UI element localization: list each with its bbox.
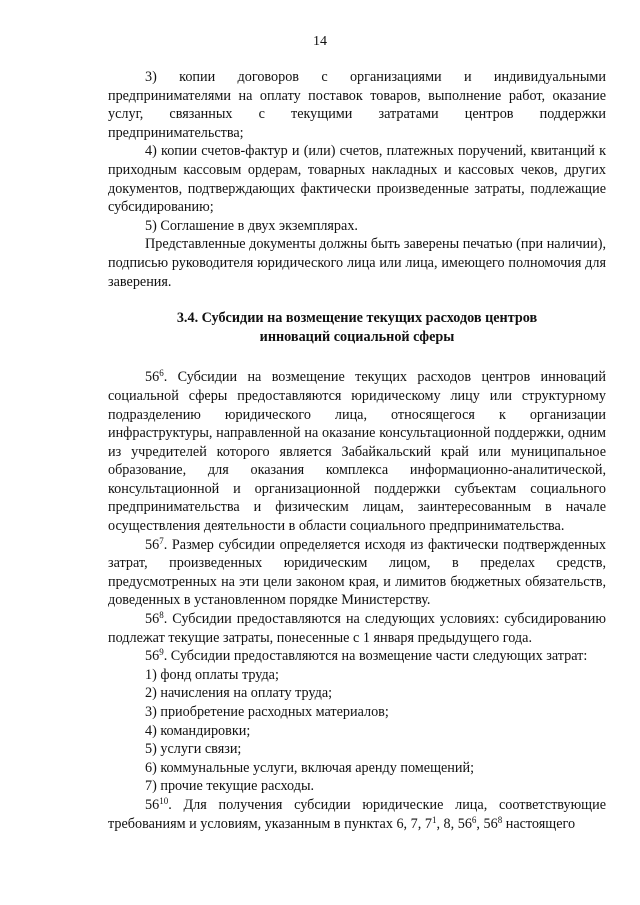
list-item: 5) услуги связи; bbox=[145, 741, 242, 758]
list-item: 1) фонд оплаты труда; bbox=[145, 666, 279, 683]
section-heading-line: инноваций социальной сферы bbox=[259, 328, 455, 345]
list-item: 4) копии счетов-фактур и (или) счетов, платежных поручений, квитанций к приходным кассовым ордерам, товарных накладных и кассовых чеков, других документов, подтверждающих фактически произведенные затраты, подлежащие субсидированию; bbox=[108, 143, 606, 216]
clause-paragraph: $56^8$. Субсидии предоставляются на следующих условиях: субсидированию подлежат текущие затраты, понесенные с 1 января предыдущего года. bbox=[108, 610, 606, 646]
list-item: 2) начисления на оплату труда; bbox=[145, 685, 333, 702]
clause-paragraph: $56^{10}$. Для получения субсидии юридические лица, соответствующие требованиям и условиям, указанным в пунктах 6, 7, $7^1$, 8, $56^6$, $56^8$ настоящего bbox=[108, 795, 606, 832]
clause-paragraph: $56^7$. Размер субсидии определяется исходя из фактически подтвержденных затрат, произведенных юридическим лицом, в пределах средств, предусмотренных на эти цели законом края, и лимитов бюджетных обязательств, доведенных в установленном порядке Министерству. bbox=[108, 535, 606, 609]
list-item: 3) приобретение расходных материалов; bbox=[145, 704, 389, 720]
paragraph: Представленные документы должны быть заверены печатью (при наличии), подписью руководителя юридического лица или лица, имеющего полномочия для заверения. bbox=[108, 236, 606, 290]
list-item: 5) Соглашение в двух экземплярах. bbox=[145, 217, 358, 234]
list-item: 7) прочие текущие расходы. bbox=[145, 778, 315, 795]
list-item: 3) копии договоров с организациями и индивидуальными предпринимателями на оплату поставок товаров, выполнение работ, оказание услуг, связанных с текущими затратами центров поддержки предпринимательства; bbox=[108, 69, 606, 141]
list-item: 6) коммунальные услуги, включая аренду помещений; bbox=[145, 759, 475, 776]
document-body bbox=[108, 68, 606, 833]
section-heading bbox=[108, 309, 606, 346]
list-item: 4) командировки; bbox=[145, 722, 251, 739]
clause-paragraph: $56^9$. Субсидии предоставляются на возмещение части следующих затрат: bbox=[145, 647, 588, 665]
section-heading-line: 3.4. Субсидии на возмещение текущих расходов центров bbox=[176, 310, 538, 327]
page-number: 14 bbox=[313, 34, 327, 49]
clause-paragraph: $56^6$. Субсидии на возмещение текущих расходов центров инноваций социальной сферы предоставляются юридическому лицу или структурному подразделению юридического лица, относящегося к организации инфраструктуры, направленной на оказание консультационной поддержки, одним из учредителей которого является Забайкальский край или муниципальное образование, для оказания комплекса информационно-аналитической, консультационной и организационной поддержки субъектам социального предпринимательства и физическим лицам, заинтересованным в начале осуществления деятельности в области социального предпринимательства. bbox=[108, 368, 606, 535]
